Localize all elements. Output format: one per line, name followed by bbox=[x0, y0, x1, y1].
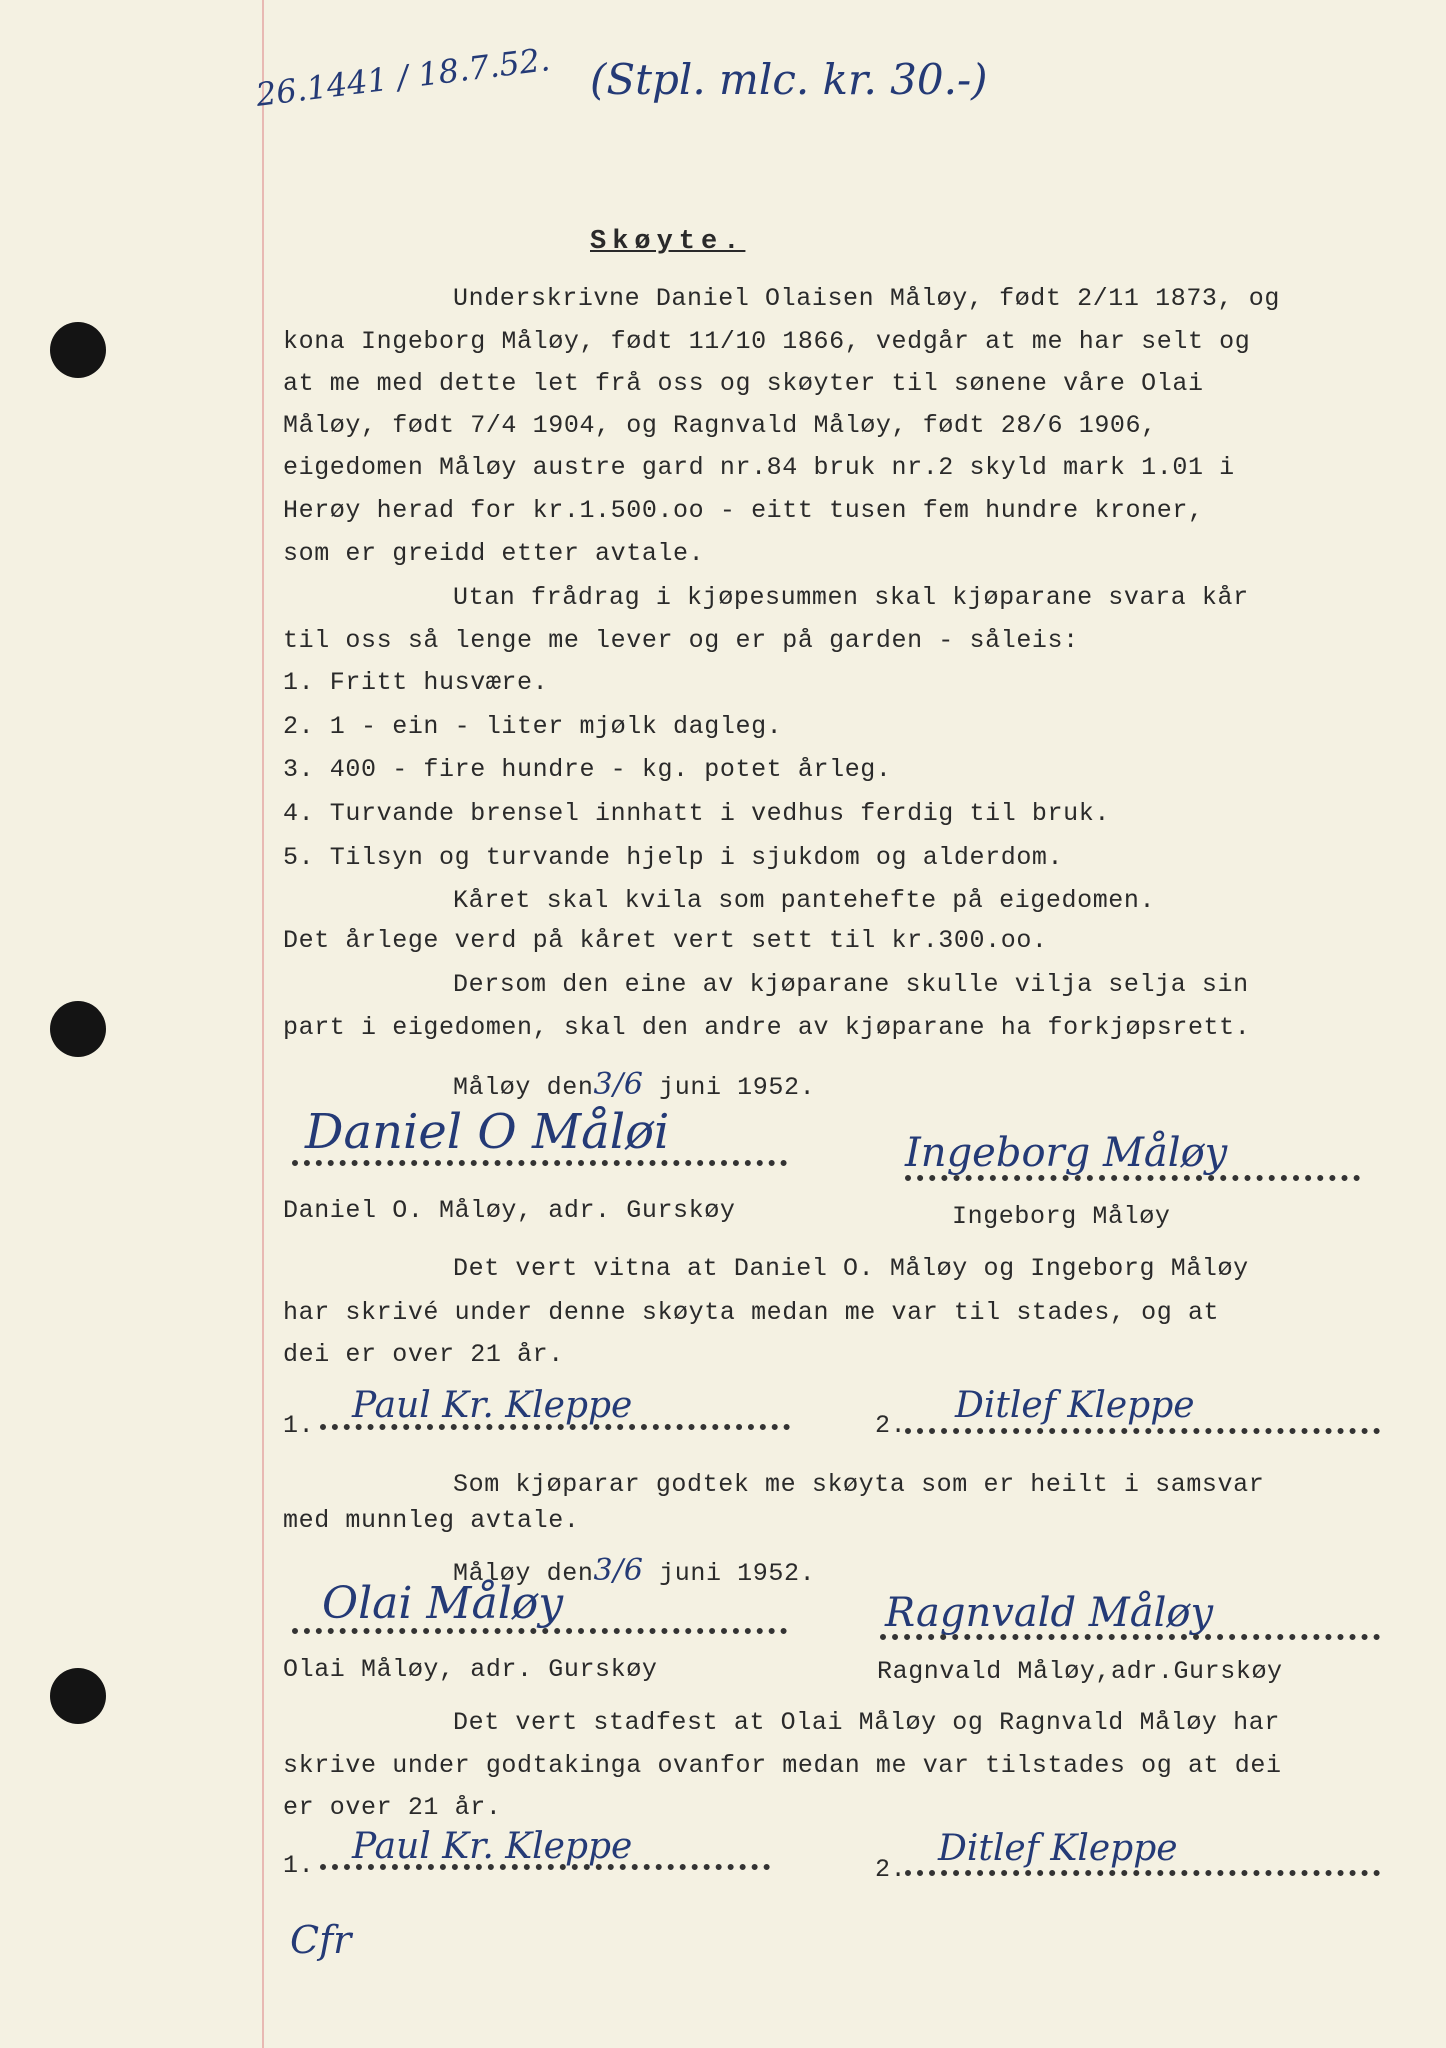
signature-witness-1: Paul Kr. Kleppe bbox=[352, 1385, 633, 1426]
list-item: 2. 1 - ein - liter mjølk dagleg. bbox=[283, 712, 783, 741]
punch-hole bbox=[50, 1001, 106, 1057]
signature-witness-1: Paul Kr. Kleppe bbox=[352, 1826, 633, 1867]
punch-hole bbox=[50, 1668, 106, 1724]
signature-witness-2: Ditlef Kleppe bbox=[955, 1385, 1195, 1426]
signature-ingeborg: Ingeborg Måløy bbox=[905, 1130, 1228, 1176]
signature-line bbox=[320, 1424, 790, 1430]
signature-caption: Ingeborg Måløy bbox=[952, 1202, 1171, 1231]
body-line: Som kjøparar godtek me skøyta som er heilt i samsvar bbox=[453, 1470, 1265, 1499]
date-prefix: Måløy den bbox=[453, 1559, 594, 1588]
signature-ragnvald: Ragnvald Måløy bbox=[885, 1590, 1214, 1636]
signature-witness-2: Ditlef Kleppe bbox=[938, 1828, 1178, 1869]
signature-line bbox=[292, 1160, 787, 1166]
body-line: skrive under godtakinga ovanfor medan me var tilstades og at dei bbox=[283, 1751, 1282, 1780]
body-line: part i eigedomen, skal den andre av kjøparane ha forkjøpsrett. bbox=[283, 1013, 1251, 1042]
witness-number: 2. bbox=[875, 1855, 907, 1884]
body-line: Måløy, født 7/4 1904, og Ragnvald Måløy, født 28/6 1906, bbox=[283, 411, 1157, 440]
signature-caption: Daniel O. Måløy, adr. Gurskøy bbox=[283, 1196, 736, 1225]
body-line: Det vert stadfest at Olai Måløy og Ragnvald Måløy har bbox=[453, 1708, 1280, 1737]
body-line: til oss så lenge me lever og er på garden - såleis: bbox=[283, 626, 1079, 655]
witness-number: 1. bbox=[283, 1411, 315, 1440]
body-line: har skrivé under denne skøyta medan me var til stades, og at bbox=[283, 1298, 1220, 1327]
initials-annotation: Cfr bbox=[290, 1918, 352, 1962]
list-item: 4. Turvande brensel innhatt i vedhus ferdig til bruk. bbox=[283, 799, 1110, 828]
margin-rule bbox=[262, 0, 264, 2048]
signature-line bbox=[880, 1634, 1380, 1640]
body-line: er over 21 år. bbox=[283, 1793, 502, 1822]
body-line: kona Ingeborg Måløy, født 11/10 1866, vedgår at me har selt og bbox=[283, 327, 1251, 356]
signature-line bbox=[905, 1175, 1360, 1181]
date-suffix: juni 1952. bbox=[659, 1559, 816, 1588]
body-line: Utan frådrag i kjøpesummen skal kjøparane svara kår bbox=[453, 583, 1249, 612]
body-line: Kåret skal kvila som pantehefte på eigedomen. bbox=[453, 886, 1156, 915]
witness-number: 1. bbox=[283, 1851, 315, 1880]
date-prefix: Måløy den bbox=[453, 1073, 594, 1102]
signature-line bbox=[905, 1870, 1380, 1876]
witness-number: 2. bbox=[875, 1411, 907, 1440]
date-suffix: juni 1952. bbox=[659, 1073, 816, 1102]
body-line: Herøy herad for kr.1.500.oo - eitt tusen fem hundre kroner, bbox=[283, 496, 1204, 525]
list-item: 5. Tilsyn og turvande hjelp i sjukdom og alderdom. bbox=[283, 843, 1064, 872]
signature-line bbox=[292, 1628, 787, 1634]
punch-hole bbox=[50, 322, 106, 378]
signature-olai: Olai Måløy bbox=[322, 1578, 564, 1629]
date-line bbox=[453, 1067, 816, 1102]
body-line: Underskrivne Daniel Olaisen Måløy, født 2/11 1873, og bbox=[453, 284, 1280, 313]
body-line: Dersom den eine av kjøparane skulle vilja selja sin bbox=[453, 970, 1249, 999]
signature-line bbox=[320, 1864, 770, 1870]
signature-caption: Ragnvald Måløy,adr.Gurskøy bbox=[877, 1657, 1283, 1686]
signature-line bbox=[905, 1428, 1380, 1434]
body-line: eigedomen Måløy austre gard nr.84 bruk nr.2 skyld mark 1.01 i bbox=[283, 453, 1235, 482]
reference-annotation: 26.1441 / 18.7.52. bbox=[253, 40, 552, 114]
date-day-handwritten: 3/6 bbox=[593, 1553, 644, 1588]
signature-caption: Olai Måløy, adr. Gurskøy bbox=[283, 1655, 658, 1684]
document-title: Skøyte. bbox=[590, 227, 746, 257]
date-day-handwritten: 3/6 bbox=[593, 1067, 644, 1102]
list-item: 1. Fritt husvære. bbox=[283, 668, 549, 697]
body-line: som er greidd etter avtale. bbox=[283, 539, 705, 568]
body-line: at me med dette let frå oss og skøyter til sønene våre Olai bbox=[283, 369, 1204, 398]
list-item: 3. 400 - fire hundre - kg. potet årleg. bbox=[283, 755, 892, 784]
body-line: Det vert vitna at Daniel O. Måløy og Ingeborg Måløy bbox=[453, 1254, 1249, 1283]
body-line: dei er over 21 år. bbox=[283, 1340, 564, 1369]
stamp-duty-annotation: (Stpl. mlc. kr. 30.-) bbox=[590, 55, 988, 104]
body-line: med munnleg avtale. bbox=[283, 1506, 580, 1535]
signature-daniel: Daniel O Måløi bbox=[305, 1104, 670, 1160]
body-line: Det årlege verd på kåret vert sett til kr.300.oo. bbox=[283, 926, 1048, 955]
